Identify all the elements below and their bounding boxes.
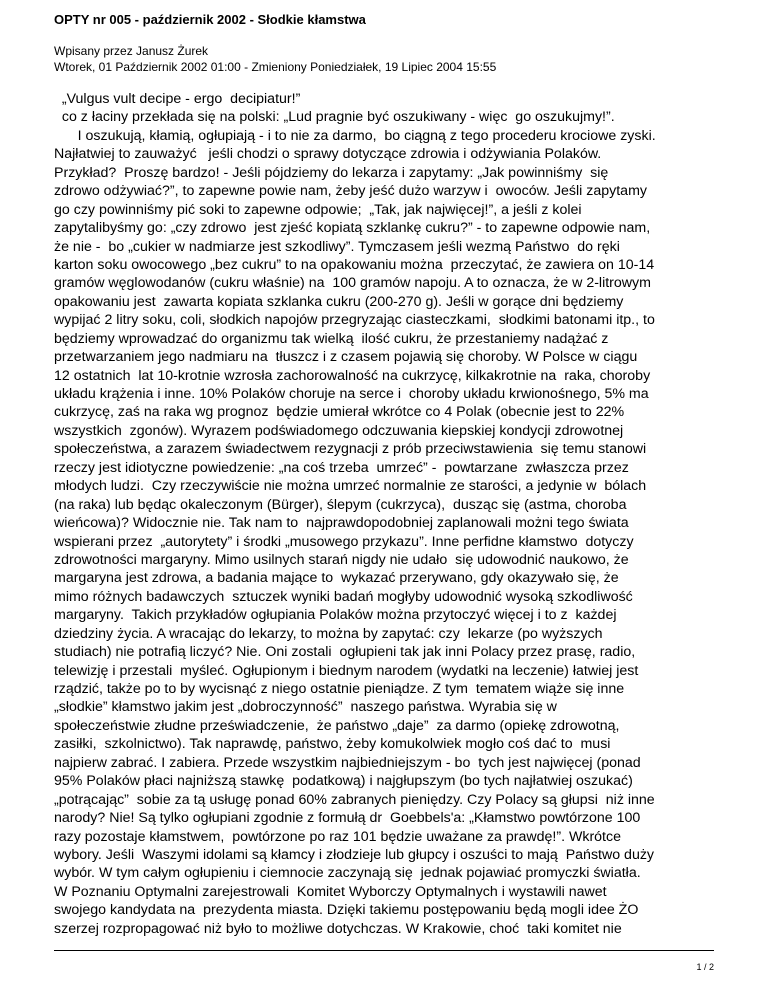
body-line: zasiłki, szkolnictwo). Tak naprawdę, państwo, żeby komukolwiek mogło coś dać to musi: [54, 736, 611, 753]
body-line: będziemy wprowadzać do organizmu tak wielką ilość cukru, że przestaniemy nadążać z: [54, 330, 609, 347]
body-line: zapytalibyśmy go: „czy zdrowo jest zjeść kopiatą szklankę cukru?” - to zapewne odpowie nam,: [54, 220, 651, 237]
article-body: [54, 90, 754, 938]
date-line: Wtorek, 01 Październik 2002 01:00 - Zmieniony Poniedziałek, 19 Lipiec 2004 15:55: [54, 59, 497, 74]
body-line: wybór. W tym całym ogłupieniu i ciemnocie zaczynają się jednak pojawiać promyczki światła.: [54, 865, 641, 882]
body-line: swojego kandydata na prezydenta miasta. Dzięki takiemu postępowaniu będą mogli idee ŻO: [54, 902, 639, 919]
body-line: karton soku owocowego „bez cukru” to na opakowaniu można przeczytać, że zawiera on 10-14: [54, 256, 655, 273]
body-line: (na raka) lub będąc okaleczonym (Bürger), ślepym (cukrzyca), dusząc się (astma, choroba: [54, 496, 627, 513]
body-line: zdrowo odżywiać?”, to zapewne powie nam, żeby jeść dużo warzyw i owoców. Jeśli zapytamy: [54, 183, 647, 200]
body-line: telewizję i przestali myśleć. Ogłupionym i biednym narodem (wydatki na leczenie) łatwiej jest: [54, 662, 639, 679]
body-line: studiach) nie potrafią liczyć? Nie. Oni zostali ogłupieni tak jak inni Polacy przez prasę, radio,: [54, 644, 636, 661]
body-line: wspierani przez „autorytety” i środki „musowego przykazu”. Inne perfidne kłamstwo dotyczy: [54, 533, 634, 550]
body-line: rządzić, także po to by wycisnąć z niego ostatnie pieniądze. Z tym tematem wiąże się inne: [54, 681, 625, 697]
footer-divider: [54, 950, 714, 951]
body-line: szerzej rozpropagować niż było to możliwe dotychczas. W Krakowie, choć taki komitet nie: [54, 920, 622, 937]
body-line: co z łaciny przekłada się na polski: „Lud pragnie być oszukiwany - więc go oszukujmy!”.: [54, 109, 615, 126]
body-line: „słodkie” kłamstwo jakim jest „dobroczynność” naszego państwa. Wyrabia się w: [54, 699, 557, 716]
body-line: że nie - bo „cukier w nadmiarze jest szkodliwy”. Tymczasem jeśli wezmą Państwo do ręki: [54, 238, 620, 255]
body-line: układu krążenia i inne. 10% Polaków choruje na serce i choroby układu krwionośnego, 5% ma: [54, 386, 649, 402]
body-line: go czy powinniśmy pić soki to zapewne odpowie; „Tak, jak najwięcej!”, a jeśli z kolei: [54, 201, 582, 218]
body-line: Najłatwiej to zauważyć jeśli chodzi o sprawy dotyczące zdrowia i odżywiania Polaków.: [54, 146, 602, 163]
body-line: I oszukują, kłamią, ogłupiają - i to nie za darmo, bo ciągną z tego procederu krociowe zyski.: [54, 127, 656, 144]
body-line: razy pozostaje kłamstwem, powtórzone po raz 101 będzie uważane za prawdę!”. Wkrótce: [54, 828, 621, 845]
body-line: cukrzycę, zaś na raka wg prognoz będzie umierał wkrótce co 4 Polak (obecnie jest to 22%: [54, 404, 625, 421]
body-line: gramów węglowodanów (cukru właśnie) na 100 gramów napoju. A to oznacza, że w 2-litrowym: [54, 275, 651, 292]
body-line: wypijać 2 litry soku, coli, słodkich napojów przegryzając ciasteczkami, słodkimi batonami itp., to: [54, 312, 655, 329]
body-line: społeczeństwa, a zarazem świadectwem rezygnacji z prób przeciwstawienia się temu stanowi: [54, 441, 647, 458]
body-line: wybory. Jeśli Waszymi idolami są kłamcy i złodzieje lub głupcy i oszuści to mają Państwo duży: [54, 846, 655, 863]
document-meta: [54, 44, 496, 75]
body-line: „potrącając” sobie za tą usługę ponad 60% zabranych pieniędzy. Czy Polacy są głupsi niż inne: [54, 791, 655, 808]
body-line: wieńcowa)? Widocznie nie. Tak nam to najprawdopodobniej zaplanowali możni tego świata: [54, 515, 629, 532]
body-line: margaryny. Takich przykładów ogłupiania Polaków można przytoczyć więcej i to z każdej: [54, 607, 617, 624]
body-line: wszystkich zgonów). Wyrazem podświadomego odczuwania kiepskiej kondycji zdrowotnej: [54, 422, 624, 439]
body-line: społeczeństwie złudne przeświadczenie, że państwo „daje” za darmo (opiekę zdrowotną,: [54, 717, 620, 734]
body-line: zdrowotności margaryny. Mimo usilnych starań nigdy nie udało się udowodnić naukowo, że: [54, 551, 629, 568]
body-line: W Poznaniu Optymalni zarejestrowali Komitet Wyborczy Optymalnych i wystawili nawet: [54, 883, 607, 900]
body-line: opakowaniu jest zawarta kopiata szklanka cukru (200-270 g). Jeśli w gorące dni będziemy: [54, 293, 624, 310]
body-line: młodych ludzi. Czy rzeczywiście nie można umrzeć normalnie ze starości, a jedynie w bólach: [54, 478, 647, 495]
body-line: przetwarzaniem jego nadmiaru na tłuszcz i z czasem pojawią się choroby. W Polsce w ciągu: [54, 349, 638, 366]
body-line: dziedziny życia. A wracając do lekarzy, to można by zapytać: czy lekarze (po wyższych: [54, 625, 603, 642]
body-line: narody? Nie! Są tylko ogłupiani zgodnie z formułą dr Goebbels'a: „Kłamstwo powtórzone 100: [54, 810, 641, 827]
author-line: Wpisany przez Janusz Żurek: [54, 44, 209, 58]
body-line: 95% Polaków płaci najniższą stawkę podatkową) i najgłupszym (bo tych najłatwiej oszukać): [54, 773, 633, 790]
body-line: Przykład? Proszę bardzo! - Jeśli pójdziemy do lekarza i zapytamy: „Jak powinniśmy się: [54, 164, 609, 181]
body-line: „Vulgus vult decipe - ergo decipiatur!”: [54, 91, 301, 107]
body-line: mimo różnych badawczych sztuczek wyniki badań mogłyby udowodnić wysoką szkodliwość: [54, 588, 633, 605]
body-line: 12 ostatnich lat 10-krotnie wzrosła zachorowalność na cukrzycę, kilkakrotnie na raka, choroby: [54, 367, 651, 384]
page-number: 1 / 2: [696, 962, 714, 972]
body-line: margaryna jest zdrowa, a badania mające to wykazać przerywano, gdy okazywało się, że: [54, 570, 619, 587]
body-line: rzeczy jest idiotyczne powiedzenie: „na coś trzeba umrzeć” - powtarzane zwłaszcza przez: [54, 459, 629, 476]
document-title: OPTY nr 005 - październik 2002 - Słodkie kłamstwa: [54, 12, 366, 27]
body-line: najpierw zabrać. I zabiera. Przede wszystkim najbiedniejszym - bo tych jest najwięcej (ponad: [54, 754, 641, 771]
